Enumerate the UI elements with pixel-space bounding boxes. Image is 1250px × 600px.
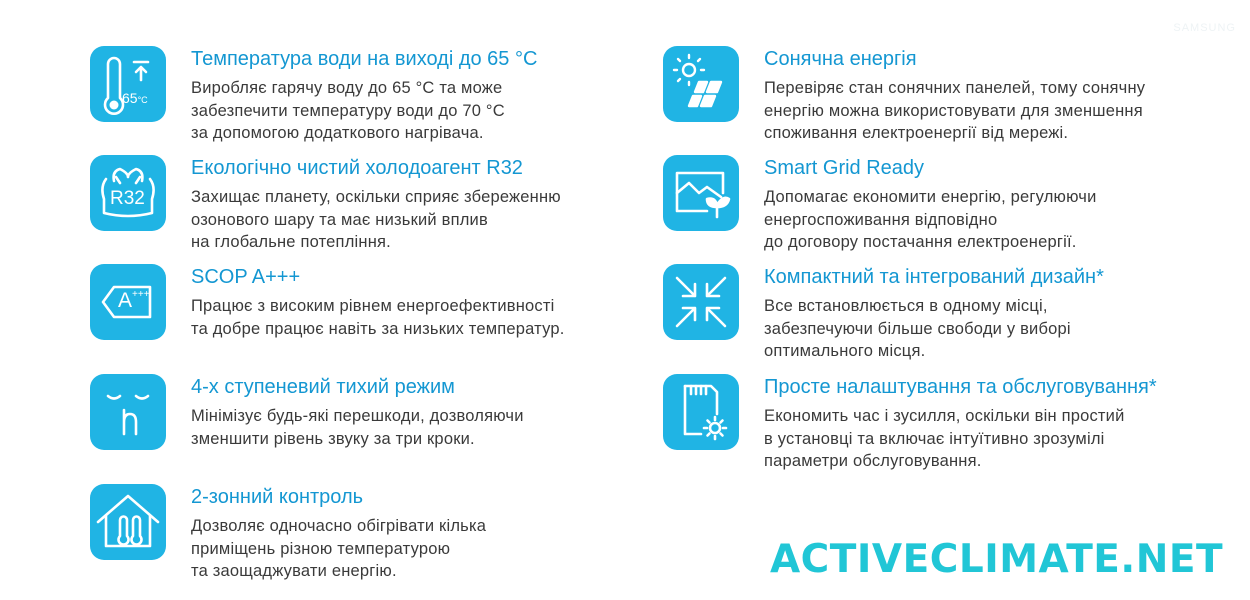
feature-water-temperature	[90, 46, 610, 146]
feature-solar-energy	[663, 46, 1183, 146]
compact-arrows-icon	[663, 264, 739, 340]
feature-easy-service	[663, 374, 1183, 474]
refrigerant-label: R32	[110, 188, 145, 209]
smart-grid-icon	[663, 155, 739, 231]
feature-description: Мінімізує будь-які перешкоди, дозволяючи зменшити рівень звуку за три кроки.	[191, 407, 524, 448]
feature-title: Просте налаштування та обслуговування*	[764, 376, 1157, 398]
thermometer-icon-value: 65°C	[122, 90, 148, 106]
feature-title: Smart Grid Ready	[764, 157, 925, 179]
feature-title: 4-х ступеневий тихий режим	[191, 376, 455, 398]
feature-title: Сонячна енергія	[764, 48, 917, 70]
feature-description: Економить час і зусилля, оскільки він простий в установці та включає інтуїтивно зрозумілі параметри обслуговування.	[764, 407, 1125, 470]
feature-title: Компактний та інтегрований дизайн*	[764, 266, 1104, 288]
energy-label-icon	[90, 264, 166, 340]
feature-quiet-mode	[90, 374, 610, 474]
two-zone-house-icon	[90, 484, 166, 560]
feature-description: Виробляє гарячу воду до 65 °C та може забезпечити температуру води до 70 °C за допомогою додаткового нагрівача.	[191, 79, 505, 142]
energy-class-label: A+++	[118, 289, 150, 312]
quiet-mode-icon	[90, 374, 166, 450]
feature-title: Температура води на виході до 65 °C	[191, 48, 538, 70]
thermometer-icon	[90, 46, 166, 122]
refrigerant-r32-icon	[90, 155, 166, 231]
brand-faint-logo: SAMSUNG	[1173, 22, 1236, 34]
site-watermark: ACTIVECLIMATE.NET	[770, 537, 1224, 582]
feature-description: Дозволяє одночасно обігрівати кілька приміщень різною температурою та заощаджувати енергію.	[191, 517, 487, 580]
feature-title: Екологічно чистий холодоагент R32	[191, 157, 523, 179]
feature-smart-grid	[663, 155, 1183, 255]
feature-scop	[90, 264, 610, 364]
feature-description: Захищає планету, оскільки сприяє збереженню озонового шару та має низький вплив на глобальне потепління.	[191, 188, 561, 251]
feature-description: Працює з високим рівнем енергоефективності та добре працює навіть за низьких температур.	[191, 297, 565, 338]
feature-refrigerant	[90, 155, 610, 255]
feature-description: Все встановлюється в одному місці, забезпечуючи більше свободи у виборі оптимального місця.	[764, 297, 1071, 360]
feature-title: 2-зонний контроль	[191, 486, 364, 508]
solar-panel-icon	[663, 46, 739, 122]
feature-description: Перевіряє стан сонячних панелей, тому сонячну енергію можна використовувати для зменшення споживання електроенергії від мережі.	[764, 79, 1146, 142]
feature-title: SCOP A+++	[191, 266, 301, 288]
feature-description: Допомагає економити енергію, регулюючи енергоспоживання відповідно до договору постачання електроенергії.	[764, 188, 1097, 251]
feature-two-zone	[90, 484, 610, 584]
memory-card-settings-icon	[663, 374, 739, 450]
feature-compact-design	[663, 264, 1183, 364]
